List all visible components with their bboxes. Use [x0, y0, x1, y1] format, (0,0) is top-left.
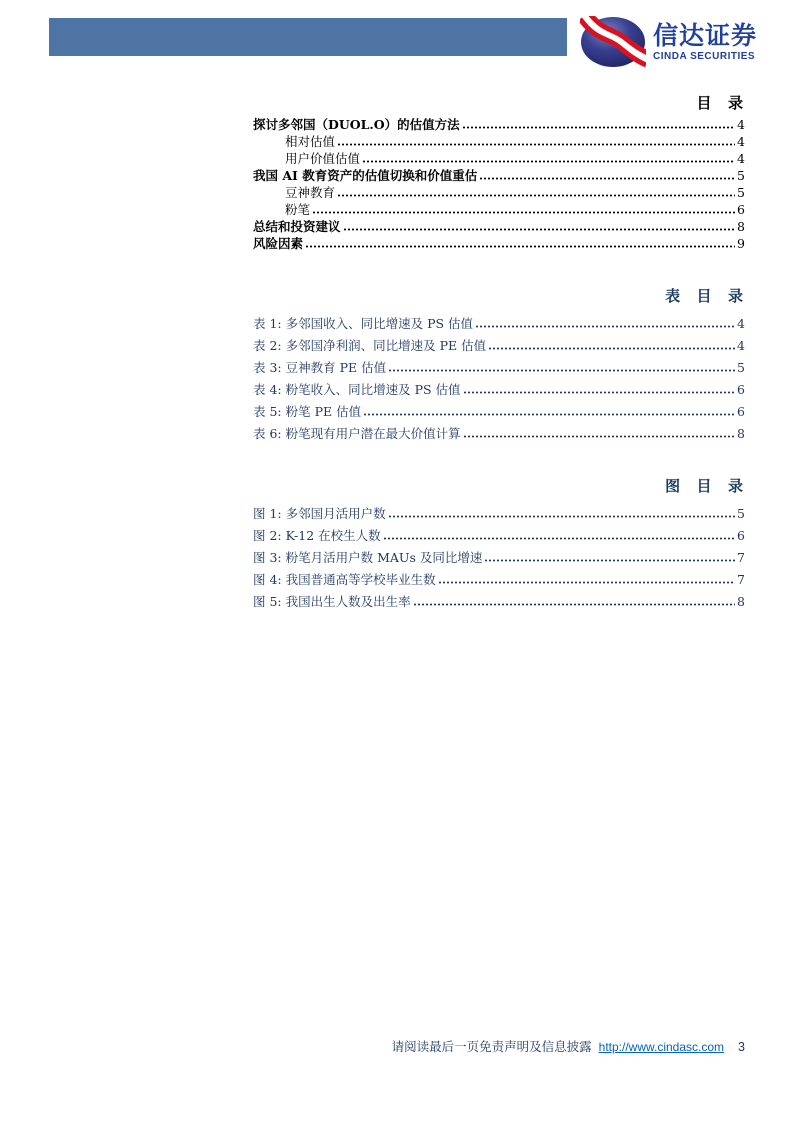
- table-toc-entry-label: 表 2: 多邻国净利润、同比增速及 PE 估值: [253, 338, 487, 353]
- toc-entry-label: 我国 AI 教育资产的估值切换和价值重估: [253, 168, 478, 183]
- table-toc-entry: [253, 402, 745, 424]
- toc-entry-page: 4: [737, 117, 745, 132]
- page-footer: [253, 1037, 745, 1055]
- figure-toc-entry-page: 8: [737, 594, 745, 609]
- figure-toc-entry-label: 图 2: K-12 在校生人数: [253, 528, 381, 543]
- dot-leader: [484, 558, 735, 562]
- toc-entry-page: 9: [737, 236, 745, 251]
- table-toc-entry: [253, 314, 745, 336]
- table-toc-heading: 表 目 录: [665, 287, 745, 305]
- table-toc-entry: [253, 358, 745, 380]
- figure-toc-entry: [253, 526, 745, 548]
- toc-entry-page: 8: [737, 219, 745, 234]
- figure-toc-entry-label: 图 1: 多邻国月活用户数: [253, 506, 386, 521]
- toc-entry: [253, 217, 745, 234]
- dot-leader: [388, 514, 735, 518]
- figure-toc-entry-label: 图 5: 我国出生人数及出生率: [253, 594, 411, 609]
- toc-entry: [253, 166, 745, 183]
- toc-entry-label: 总结和投资建议: [253, 219, 341, 234]
- dot-leader: [362, 159, 735, 163]
- dot-leader: [463, 434, 735, 438]
- table-toc-entry-label: 表 6: 粉笔现有用户潜在最大价值计算: [253, 426, 461, 441]
- toc-entry-label: 探讨多邻国（DUOL.O）的估值方法: [253, 117, 460, 132]
- table-toc-entry-label: 表 1: 多邻国收入、同比增速及 PS 估值: [253, 316, 474, 331]
- table-toc-entry-page: 4: [737, 338, 745, 353]
- dot-leader: [488, 346, 735, 350]
- table-toc-entry-label: 表 3: 豆神教育 PE 估值: [253, 360, 387, 375]
- dot-leader: [463, 390, 736, 394]
- table-toc-entry: [253, 336, 745, 358]
- brand-name-en: CINDA SECURITIES: [653, 50, 756, 62]
- table-toc-entry-page: 6: [737, 404, 745, 419]
- toc-entry: [253, 132, 745, 149]
- dot-leader: [413, 602, 735, 606]
- cinda-logo: [580, 14, 760, 70]
- toc-entry: [253, 183, 745, 200]
- figure-toc-entry-page: 6: [737, 528, 745, 543]
- toc-entry: [253, 149, 745, 166]
- toc-entry: [253, 234, 745, 251]
- footer-url-link[interactable]: http://www.cindasc.com: [598, 1040, 725, 1054]
- figure-toc-entry: [253, 548, 745, 570]
- figure-toc-entry-page: 5: [737, 506, 745, 521]
- dot-leader: [383, 536, 735, 540]
- footer-page-number: 3: [738, 1040, 745, 1054]
- toc-entry-label: 粉笔: [285, 202, 311, 217]
- brand-name-cn: 信达证券: [653, 20, 758, 50]
- dot-leader: [462, 125, 735, 129]
- dot-leader: [475, 324, 735, 328]
- table-toc-entry-page: 8: [737, 426, 745, 441]
- figure-toc-entry: [253, 504, 745, 526]
- figure-toc-section: [253, 476, 745, 614]
- header-accent-bar: [49, 18, 567, 56]
- figure-toc-entry: [253, 592, 745, 614]
- toc-entry-page: 5: [737, 168, 745, 183]
- toc-entry-page: 5: [737, 185, 745, 200]
- table-toc-entry-page: 4: [737, 316, 745, 331]
- figure-toc-entry-label: 图 3: 粉笔月活用户数 MAUs 及同比增速: [253, 550, 483, 565]
- table-toc-entry-label: 表 5: 粉笔 PE 估值: [253, 404, 362, 419]
- footer-disclaimer: 请阅读最后一页免责声明及信息披露: [391, 1039, 592, 1054]
- table-toc-entry-page: 5: [737, 360, 745, 375]
- dot-leader: [363, 412, 735, 416]
- toc-entry-page: 4: [737, 151, 745, 166]
- figure-toc-entry-label: 图 4: 我国普通高等学校毕业生数: [253, 572, 436, 587]
- figure-toc-entry-page: 7: [737, 572, 745, 587]
- table-toc-entry-label: 表 4: 粉笔收入、同比增速及 PS 估值: [253, 382, 461, 397]
- table-toc-entry: [253, 424, 745, 446]
- dot-leader: [388, 368, 735, 372]
- figure-toc-entry: [253, 570, 745, 592]
- toc-heading: 目 录: [696, 94, 745, 112]
- dot-leader: [337, 142, 735, 146]
- dot-leader: [479, 176, 735, 180]
- toc-entry-page: 6: [737, 202, 745, 217]
- table-toc-entry: [253, 380, 745, 402]
- cinda-sphere-icon: [580, 16, 646, 68]
- brand-text: [653, 22, 757, 63]
- toc-entry-label: 用户价值估值: [285, 151, 361, 166]
- toc-section: [253, 93, 745, 251]
- dot-leader: [438, 580, 735, 584]
- dot-leader: [343, 227, 736, 231]
- toc-entry-page: 4: [737, 134, 745, 149]
- dot-leader: [312, 210, 735, 214]
- dot-leader: [305, 244, 735, 248]
- toc-entry: [253, 200, 745, 217]
- table-toc-entry-page: 6: [737, 382, 745, 397]
- toc-entry-label: 风险因素: [253, 236, 304, 251]
- table-toc-section: [253, 286, 745, 446]
- toc-entry: [253, 115, 745, 132]
- toc-entry-label: 豆神教育: [285, 185, 336, 200]
- figure-toc-heading: 图 目 录: [665, 477, 745, 495]
- dot-leader: [337, 193, 735, 197]
- toc-entry-label: 相对估值: [285, 134, 336, 149]
- figure-toc-entry-page: 7: [737, 550, 745, 565]
